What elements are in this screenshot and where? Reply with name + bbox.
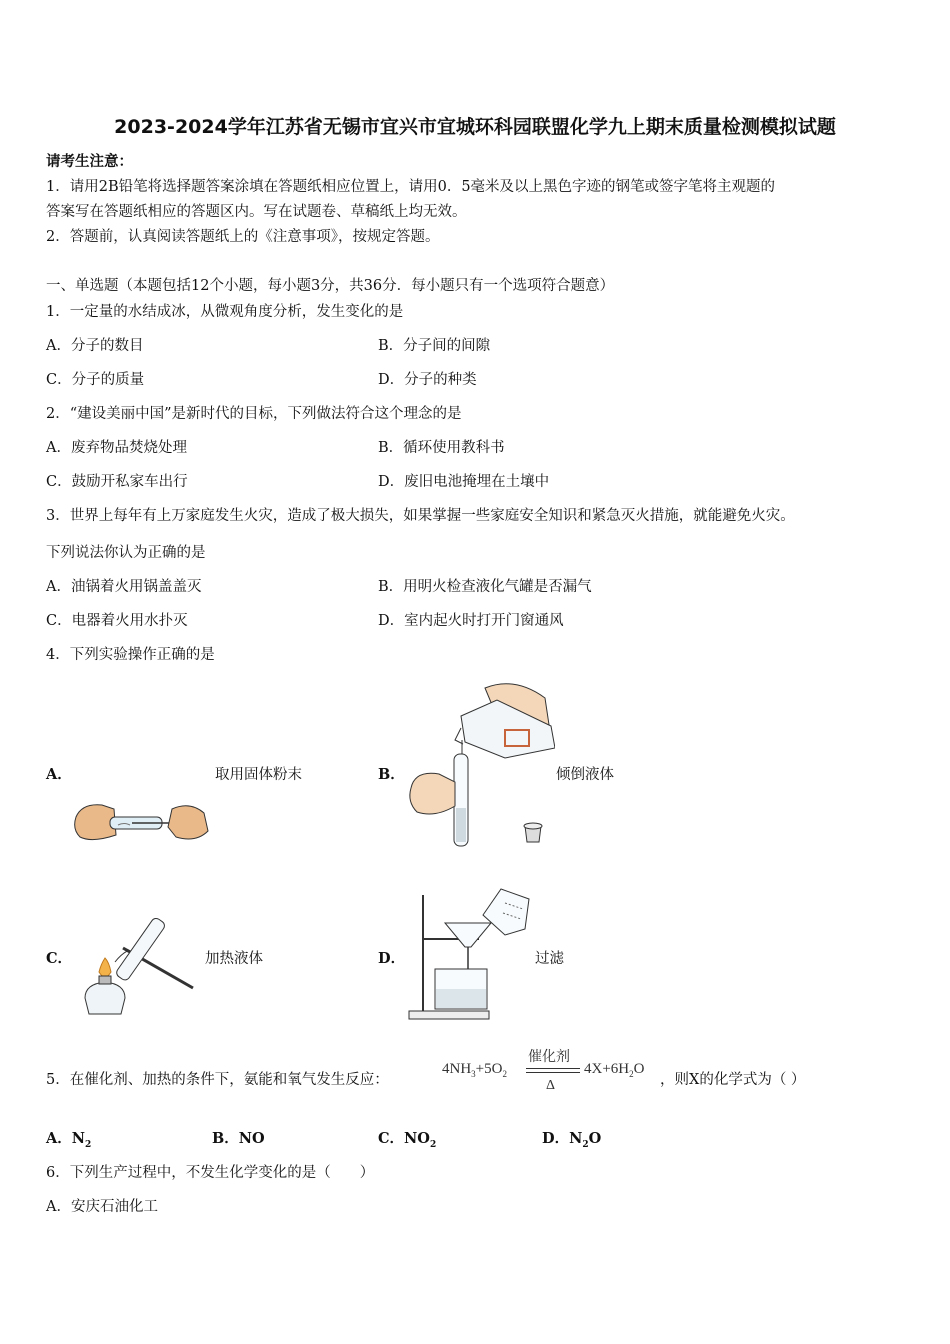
- option-text: A．N: [46, 1130, 86, 1147]
- q3-option-b: B．用明火检查液化气罐是否漏气: [378, 579, 592, 595]
- q1-option-b: B．分子间的间隙: [378, 338, 491, 354]
- q2-option-c: C．鼓励开私家车出行: [46, 474, 188, 490]
- q4-option-a-letter: A．: [46, 766, 72, 783]
- q2-option-b: B．循环使用教科书: [378, 440, 505, 456]
- eq-term-o: +5O: [475, 1061, 503, 1077]
- notice-line-2: 答案写在答题纸相应的答题区内。写在试题卷、草稿纸上均无效。: [46, 204, 467, 220]
- figure-filtration: [405, 885, 535, 1025]
- equation-reactants: [442, 1061, 507, 1079]
- q5-option-a: [46, 1129, 91, 1155]
- figure-pour-liquid: [405, 678, 555, 853]
- reaction-equation: [442, 1046, 662, 1096]
- q2-option-a: A．废弃物品焚烧处理: [46, 440, 187, 456]
- equation-products: [584, 1061, 644, 1079]
- q5-option-b: B．NO: [212, 1130, 265, 1147]
- section-heading: 一、单选题（本题包括12个小题，每小题3分，共36分．每小题只有一个选项符合题意）: [46, 278, 615, 294]
- eq-sub: 2: [502, 1069, 507, 1079]
- q3-option-a: A．油锅着火用锅盖盖灭: [46, 579, 202, 595]
- q5-option-c: [378, 1129, 436, 1155]
- equation-heat: Δ: [546, 1078, 556, 1093]
- q4-option-c-letter: C．: [46, 950, 73, 967]
- option-sub: 2: [85, 1139, 92, 1150]
- eq-term-water: O: [633, 1061, 645, 1077]
- figure-solid-powder: [72, 795, 212, 850]
- eq-sub: 3: [471, 1069, 476, 1079]
- notice-line-3: 2．答题前，认真阅读答题纸上的《注意事项》，按规定答题。: [46, 229, 440, 245]
- question-6-stem: 6．下列生产过程中，不发生化学变化的是（ ）: [46, 1165, 375, 1181]
- question-5-stem: 5．在催化剂、加热的条件下，氨能和氧气发生反应：: [46, 1072, 389, 1088]
- q2-option-d: D．废旧电池掩埋在土壤中: [378, 474, 550, 490]
- option-text: O: [588, 1130, 602, 1147]
- eq-term-nh: 4NH: [442, 1061, 472, 1077]
- page-title: 2023-2024学年江苏省无锡市宜兴市宜城环科园联盟化学九上期末质量检测模拟试题: [114, 116, 836, 138]
- q4-option-b-caption: 倾倒液体: [556, 767, 614, 783]
- notice-line-1: 1．请用2B铅笔将选择题答案涂填在答题纸相应位置上，请用0．5毫米及以上黑色字迹的钢笔或签字笔将主观题的: [46, 179, 776, 195]
- option-sub: 2: [582, 1139, 589, 1150]
- q3-option-c: C．电器着火用水扑灭: [46, 613, 188, 629]
- question-3-stem-1: 3．世界上每年有上万家庭发生火灾，造成了极大损失，如果掌握一些家庭安全知识和紧急灭火措施，就能避免火灾。: [46, 508, 795, 524]
- q5-option-d: [542, 1129, 601, 1155]
- q1-option-c: C．分子的质量: [46, 372, 145, 388]
- question-5-tail: ，则X的化学式为（ ）: [660, 1072, 806, 1088]
- q4-option-a-caption: 取用固体粉末: [215, 767, 302, 783]
- eq-sub: 2: [629, 1069, 634, 1079]
- notice-heading: 请考生注意：: [46, 153, 133, 170]
- q4-option-d-letter: D．: [378, 950, 406, 967]
- figure-heat-liquid: [75, 910, 200, 1025]
- q6-option-a: A．安庆石油化工: [46, 1199, 158, 1215]
- question-3-stem-2: 下列说法你认为正确的是: [46, 545, 206, 561]
- q3-option-d: D．室内起火时打开门窗通风: [378, 613, 564, 629]
- q1-option-a: A．分子的数目: [46, 338, 144, 354]
- option-text: C．NO: [378, 1130, 430, 1147]
- eq-term-x: 4X+6H: [584, 1061, 630, 1077]
- question-4-stem: 4．下列实验操作正确的是: [46, 647, 215, 663]
- equation-equals: [526, 1068, 580, 1073]
- q4-option-c-caption: 加热液体: [205, 951, 263, 967]
- option-text: D．N: [542, 1130, 583, 1147]
- q1-option-d: D．分子的种类: [378, 372, 477, 388]
- q4-option-d-caption: 过滤: [535, 951, 564, 967]
- question-1-stem: 1．一定量的水结成冰，从微观角度分析，发生变化的是: [46, 304, 404, 320]
- option-sub: 2: [429, 1139, 437, 1150]
- question-2-stem: 2．“建设美丽中国”是新时代的目标，下列做法符合这个理念的是: [46, 406, 462, 422]
- equation-catalyst: 催化剂: [528, 1050, 570, 1065]
- q4-option-b-letter: B．: [378, 766, 405, 783]
